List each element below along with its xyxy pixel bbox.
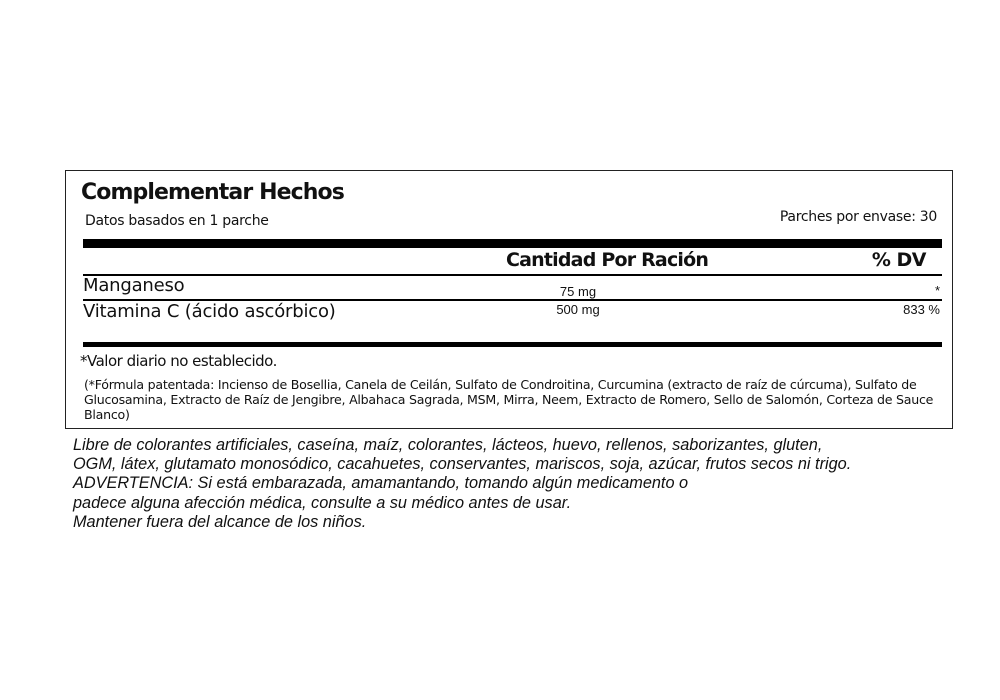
disclaimer-text <box>73 436 983 532</box>
supplement-facts-panel <box>65 170 953 429</box>
keep-away-line: Mantener fuera del alcance de los niños. <box>73 512 367 531</box>
disclaimer-line: OGM, látex, glutamato monosódico, cacahuetes, conservantes, mariscos, soja, azúcar, frutos secos ni trigo. <box>73 455 852 474</box>
panel-title: Complementar Hechos <box>81 180 344 205</box>
thick-divider <box>83 239 942 248</box>
serving-size: Datos basados en 1 parche <box>85 213 269 229</box>
daily-value-footnote: *Valor diario no establecido. <box>80 352 277 370</box>
nutrient-amount: 500 mg <box>556 302 600 317</box>
nutrient-daily-value: * <box>934 283 940 298</box>
nutrient-amount: 75 mg <box>559 284 597 299</box>
proprietary-formula: (*Fórmula patentada: Incienso de Bosellia, Canela de Ceilán, Sulfato de Condroitina, Curcumina (extracto de raíz de cúrcuma), Sulfato de Glucosamina, Extracto de Raíz de Jengibre, Albahaca Sagrada, MSM, Mirra, Neem, Extracto de Romero, Sello de Salomón, Corteza de Sauce Blanco) <box>84 377 934 422</box>
servings-per-container: Parches por envase: 30 <box>779 209 937 225</box>
nutrient-daily-value: 833 % <box>903 302 940 317</box>
nutrient-name: Manganeso <box>83 275 185 296</box>
header-divider <box>83 274 942 276</box>
warning-line: ADVERTENCIA: Si está embarazada, amamantando, tomando algún medicamento o <box>73 474 689 493</box>
column-header-daily-value: % DV <box>871 249 926 271</box>
column-header-amount: Cantidad Por Ración <box>506 249 709 271</box>
bottom-divider <box>83 342 942 347</box>
nutrient-name: Vitamina C (ácido ascórbico) <box>83 301 336 322</box>
warning-line: padece alguna afección médica, consulte a su médico antes de usar. <box>73 493 572 512</box>
disclaimer-line: Libre de colorantes artificiales, caseína, maíz, colorantes, lácteos, huevo, rellenos, saborizantes, gluten, <box>73 436 823 454</box>
